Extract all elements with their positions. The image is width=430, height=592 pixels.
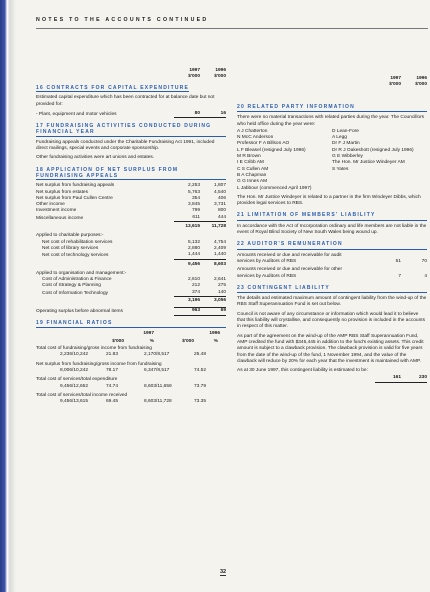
list-item: L F Bleasel (resigned July 1996) bbox=[237, 147, 306, 153]
section-17-title-text: 17 FUNDRAISING ACTIVITIES CONDUCTED DURING FINANCIAL YEAR bbox=[36, 123, 226, 137]
year-1996: 1996 bbox=[416, 76, 427, 81]
row-label: Net cost of rehabilitation services bbox=[42, 239, 113, 245]
unit-1997: $'000 bbox=[389, 82, 401, 87]
unit-header-left bbox=[36, 74, 226, 80]
section-23-rule bbox=[237, 292, 427, 293]
list-item: S Yates bbox=[332, 166, 349, 172]
value-1996: 16 bbox=[200, 111, 226, 118]
ratio-amount-1996: 8,603/11,728 bbox=[144, 399, 172, 405]
value-1997: 354 bbox=[191, 195, 200, 201]
table-row bbox=[36, 252, 226, 259]
list-item: L Jabbour (commenced April 1997) bbox=[237, 185, 312, 191]
page-number bbox=[16, 569, 430, 575]
ratio-pct-1997: 69.45 bbox=[106, 399, 119, 405]
section-16-row bbox=[36, 111, 226, 118]
value-1997: 1,444 bbox=[174, 252, 200, 259]
unit-1996: $'000 bbox=[214, 74, 226, 79]
value-1997: 3,845 bbox=[187, 202, 200, 208]
list-item: Dr R J Oakeshott (resigned July 1996) bbox=[332, 147, 414, 153]
ratio-label: Total cost of fundraising/gross income from fundraising bbox=[36, 346, 152, 352]
row-label: Investment income bbox=[36, 208, 77, 214]
list-item: D Lean-Fore bbox=[332, 128, 359, 134]
row-label: - Plant, equipment and motor vehicles bbox=[36, 111, 117, 117]
section-16-text: Estimated capital expenditure which has been contracted for at balance date but not provided for: bbox=[36, 95, 215, 107]
list-item: M R Brown bbox=[237, 154, 261, 160]
running-header: NOTES TO THE ACCOUNTS CONTINUED bbox=[36, 17, 209, 23]
table-row bbox=[36, 215, 226, 222]
value-1996: 11,728 bbox=[211, 224, 226, 230]
table-row bbox=[237, 267, 427, 280]
section-16-title-text: 16 CONTRACTS FOR CAPITAL EXPENDITURE bbox=[36, 85, 190, 91]
councillor-column-right bbox=[332, 129, 427, 192]
row-label: Cost of Strategy & Planning bbox=[42, 283, 101, 289]
ratio-unit-1997: $'000 bbox=[112, 338, 124, 344]
value-1996: 70 bbox=[421, 258, 427, 264]
section-21-text: In accordance with the Act of Incorporation ordinary and life members are not liable in the event of Royal Blind Society of New South Wales being wound up. bbox=[237, 223, 427, 236]
section-17-paragraph-1: Fundraising appeals conducted under the Charitable Fundraising Act 1991, included direct mailings, special events and corporate sponsorship. bbox=[36, 139, 215, 152]
value-1997: 2,253 bbox=[187, 183, 200, 189]
value-1997: 80 bbox=[174, 111, 200, 118]
value-1997: 7 bbox=[398, 273, 401, 279]
value-1997: 3,196 bbox=[187, 298, 200, 304]
value-1997: 799 bbox=[191, 208, 200, 214]
value-1997: 611 bbox=[174, 215, 200, 222]
row-label: Net surplus from estates bbox=[36, 189, 88, 195]
section-23-paragraph-4: As at 30 June 1997, this contingent liability is estimated to be: bbox=[237, 368, 368, 374]
ratio-item bbox=[36, 393, 226, 406]
councillor-list bbox=[237, 129, 427, 192]
list-item: I E Cribb AM bbox=[237, 160, 264, 166]
ratio-unit-1996: $'000 bbox=[182, 338, 194, 344]
section-18-title bbox=[36, 167, 226, 181]
ratio-values bbox=[36, 399, 226, 405]
value-1996: 2,409 bbox=[213, 245, 226, 251]
value-1997: 51 bbox=[395, 258, 401, 264]
right-column bbox=[237, 76, 427, 383]
value-1997: 9,456 bbox=[187, 261, 200, 267]
value-1997: 5,763 bbox=[187, 189, 200, 195]
ratio-label: Total cost of services/total income received bbox=[36, 392, 128, 398]
ratio-amount-1997: 8,006/10,242 bbox=[60, 367, 89, 373]
section-22-rule bbox=[237, 249, 427, 250]
section-22-title-text: 22 AUDITOR'S REMUNERATION bbox=[237, 241, 343, 248]
section-16-title bbox=[36, 85, 226, 92]
list-item: Professor F A Billson AO bbox=[237, 141, 290, 147]
section-23-paragraph-3: As part of the agreement on the wind-up of the AMP RBS Staff Superannuation Fund, AMP credited the fund with $345,445 in addition to the fund's existing assets. This credit amount is subject to a clawback provision. The clawback provision is valid for five years from the date of the wind-up of the fund, 1 November 1994, and the value of the clawback will reduce by 20% for each year that the investment is maintained with AMP. bbox=[237, 333, 424, 364]
section-21-title bbox=[237, 212, 427, 218]
section-20-outro: The Hon. Mr Justice Windeyer is related to a partner in the firm Windeyer Dibbs, which provides legal services to RBS. bbox=[237, 194, 421, 207]
ratio-pct-1997: 74.74 bbox=[106, 383, 119, 389]
row-label: Miscellaneous income bbox=[36, 215, 84, 221]
value-1996: 4 bbox=[424, 273, 427, 279]
org-heading: Applied to organisation and management:- bbox=[36, 270, 127, 276]
year-1996: 1996 bbox=[215, 68, 226, 73]
section-23-paragraph-2: Council is not aware of any circumstance or information which would lead it to believe that this liability will crystallise, and consequently no provision is included in the accounts in respect of this matter. bbox=[237, 311, 425, 330]
section-23-paragraph-1: The details and estimated maximum amount of contingent liability from the wind-up of the RBS Staff Superannuation Fund is set out below. bbox=[237, 296, 427, 308]
section-20-title-text: 20 RELATED PARTY INFORMATION bbox=[237, 104, 355, 110]
section-20-intro: There were no material transactions with related parties during the year. The Councillors who held office during the year were: bbox=[237, 115, 425, 127]
value-1996: 140 bbox=[200, 290, 226, 297]
ratio-item bbox=[36, 362, 226, 375]
ratio-values bbox=[36, 368, 226, 374]
ratio-pct-1996: 25.48 bbox=[194, 352, 207, 358]
ratio-year-1997: 1997 bbox=[143, 330, 154, 336]
section-19-rule bbox=[36, 327, 226, 328]
section-19-title bbox=[36, 320, 226, 326]
ratio-pct-1996: 74.52 bbox=[194, 367, 207, 373]
value-1996: 3,731 bbox=[213, 202, 226, 208]
ratio-label: Net surplus from fundraising/gross income from fundraising bbox=[36, 361, 162, 367]
row-label: Net surplus from fundraising appeals bbox=[36, 183, 115, 189]
ratio-values bbox=[36, 352, 226, 358]
year-1997: 1997 bbox=[390, 76, 401, 81]
header-rule bbox=[36, 28, 428, 29]
unit-1996: $'000 bbox=[415, 82, 427, 87]
section-23-title-text: 23 CONTINGENT LIABILITY bbox=[237, 284, 330, 291]
charitable-heading: Applied to charitable purposes:- bbox=[36, 233, 104, 239]
unit-1997: $'000 bbox=[188, 74, 200, 79]
list-item: G E Wibberley bbox=[332, 154, 363, 160]
unit-header-right bbox=[237, 82, 427, 88]
value-1996: 8,603 bbox=[213, 261, 226, 267]
row-label: Cost of Information Technology bbox=[42, 290, 109, 296]
document-page bbox=[16, 0, 430, 592]
income-rows bbox=[36, 183, 226, 222]
value-1996: 230 bbox=[401, 375, 427, 382]
value-1996: 444 bbox=[200, 215, 226, 222]
ratio-amount-1997: 2,236/10,242 bbox=[60, 352, 89, 358]
list-item: A J Chatterton bbox=[237, 128, 268, 134]
value-1996: 4,540 bbox=[213, 189, 226, 195]
ratio-pct-1996: % bbox=[213, 338, 218, 344]
operating-surplus-row bbox=[36, 307, 226, 315]
value-1997: 5,132 bbox=[187, 239, 200, 245]
ratio-label: Total cost of services/total expenditure bbox=[36, 377, 118, 383]
section-21-rule bbox=[237, 220, 427, 221]
contingent-liability-row bbox=[237, 375, 427, 382]
section-20-title bbox=[237, 104, 427, 110]
value-1997: 2,610 bbox=[187, 277, 200, 283]
table-row bbox=[237, 253, 427, 266]
councillor-column-left bbox=[237, 129, 332, 192]
page-number-text: 32 bbox=[219, 569, 227, 575]
left-column bbox=[36, 68, 226, 408]
row-label: Net cost of technology services bbox=[42, 253, 109, 259]
ratio-amount-1997: 9,456/12,652 bbox=[60, 383, 89, 389]
ratio-year-1996: 1996 bbox=[209, 330, 220, 336]
table-row bbox=[36, 290, 226, 297]
ratio-item bbox=[36, 346, 226, 359]
ratio-amount-1996: 2,170/8,517 bbox=[144, 352, 170, 358]
section-20-rule bbox=[237, 111, 427, 112]
value-1996: 275 bbox=[217, 283, 226, 289]
ratio-year-header bbox=[36, 331, 226, 337]
value-1996: 800 bbox=[217, 208, 226, 214]
section-23-title bbox=[237, 285, 427, 291]
value-1996: 1,440 bbox=[200, 252, 226, 259]
page-binding-edge bbox=[0, 0, 16, 592]
ratio-pct-1996: 73.79 bbox=[194, 383, 207, 389]
value-1996: 1,807 bbox=[213, 183, 226, 189]
section-18-title-text: 18 APPLICATION OF NET SURPLUS FROM FUNDRAISING APPEALS bbox=[36, 167, 226, 181]
value-1997: 161 bbox=[375, 375, 401, 382]
section-17-title bbox=[36, 123, 226, 137]
list-item: A Legg bbox=[332, 135, 347, 141]
list-item: G G Innes AM bbox=[237, 179, 268, 185]
ratio-amount-1996: 6,347/8,517 bbox=[144, 367, 170, 373]
value-1997: 212 bbox=[191, 283, 200, 289]
list-item: B A Chapman bbox=[237, 172, 267, 178]
list-item: C S Cullen AM bbox=[237, 166, 269, 172]
ratio-pct-1997: 78.17 bbox=[106, 367, 119, 373]
year-1997: 1997 bbox=[189, 68, 200, 73]
row-label: Net cost of library services bbox=[42, 245, 99, 251]
row-label: Other income bbox=[36, 202, 65, 208]
ratio-unit-header bbox=[36, 339, 226, 345]
row-label: Amounts received or due and receivable for other services by Auditors of RBS bbox=[237, 267, 343, 279]
ratio-pct-1997: 21.83 bbox=[106, 352, 119, 358]
section-22-title bbox=[237, 241, 427, 247]
ratio-amount-1996: 8,603/11,659 bbox=[144, 383, 172, 389]
list-item: Dr F J Martin bbox=[332, 141, 360, 147]
value-1996: 406 bbox=[217, 195, 226, 201]
value-1997: 13,615 bbox=[185, 224, 200, 230]
ratio-pct-1997: % bbox=[149, 338, 154, 344]
row-label: Cost of Administration & Finance bbox=[42, 277, 112, 283]
ratio-amount-1997: 9,456/13,615 bbox=[60, 399, 89, 405]
value-1996: 69 bbox=[200, 307, 226, 315]
ratio-item bbox=[36, 377, 226, 390]
row-label: Operating surplus before abnormal items bbox=[36, 309, 123, 315]
list-item: N McC Anderson bbox=[237, 135, 274, 141]
section-17-paragraph-2: Other fundraising activities were art unions and estates. bbox=[36, 155, 155, 161]
value-1997: 963 bbox=[174, 307, 200, 315]
value-1997: 374 bbox=[174, 290, 200, 297]
row-label: Amounts received or due and receivable for audit services by Auditors of RBS bbox=[237, 252, 342, 264]
row-label: Net surplus from Paul Cullen Centre bbox=[36, 195, 113, 201]
section-21-title-text: 21 LIMITATION OF MEMBERS' LIABILITY bbox=[237, 212, 376, 219]
list-item: The Hon. Mr Justice Windeyer AM bbox=[332, 160, 405, 166]
value-1996: 4,754 bbox=[213, 239, 226, 245]
value-1996: 2,641 bbox=[213, 277, 226, 283]
value-1997: 2,880 bbox=[187, 245, 200, 251]
ratio-pct-1996: 73.35 bbox=[194, 399, 207, 405]
value-1996: 3,056 bbox=[213, 298, 226, 304]
ratio-values bbox=[36, 384, 226, 390]
section-19-title-text: 19 FINANCIAL RATIOS bbox=[36, 319, 113, 326]
